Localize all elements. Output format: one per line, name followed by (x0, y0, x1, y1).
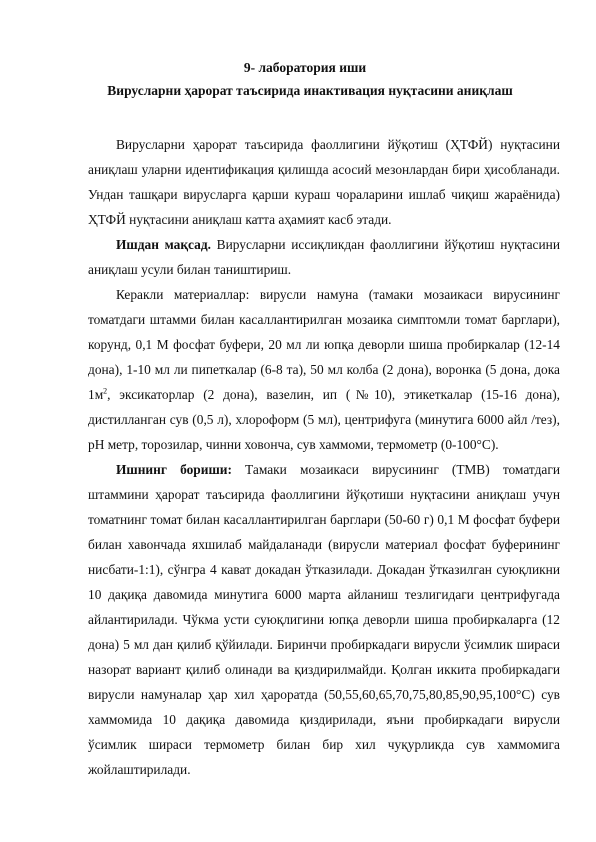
body-text (88, 132, 560, 782)
intro-paragraph: Вирусларни ҳарорат таъсирида фаоллигини йўқотиш (ҲТФЙ) нуқтасини аниқлаш уларни идентификация қилишда асосий мезонлардан бири ҳисобланади. Ундан ташқари вирусларга қарши кураш чораларини ишлаб чиқиш жараёнида) ҲТФЙ нуқтасини аниқлаш катта аҳамият касб этади. (88, 137, 560, 227)
topic-heading: Вирусларни ҳарорат таъсирида инактивация нуқтасини аниқлаш (107, 83, 513, 98)
goal-paragraph (88, 232, 560, 282)
procedure-label: Ишнинг бориши: (116, 462, 232, 477)
materials-text-part1: Керакли материаллар: вирусли намуна (тамаки мозаикаси вирусининг томатдаги штамми билан касаллантирилган мозаика симптомли томат барглари), корунд, 0,1 М фосфат буфери, 20 мл ли юпқа деворли шиша пробиркалар (12-14 дона), 1-10 мл ли пипеткалар (6-8 та), 50 мл колба (2 дона), воронка (5 дона, дока 1м (88, 287, 560, 402)
goal-label: Ишдан мақсад. (116, 237, 211, 252)
materials-paragraph (88, 282, 560, 457)
procedure-text: Тамаки мозаикаси вирусининг (ТМВ) томатдаги штаммини ҳарорат таъсирида фаоллигини йўқотиши нуқтасини аниқлаш учун томатнинг томат билан касаллантирилган барглари (50-60 г) 0,1 М фосфат буфери билан хавончада яхшилаб майдаланади (вирусли материал фосфат буферининг нисбати-1:1), сўнгра 4 кават докадан ўтказилади. Докадан ўтказилган суюқликни 10 дақиқа давомида минутига 6000 марта айланиш тезлигидаги центрифугада айлантирилади. Чўкма усти суюқлигини юпқа деворли шиша пробиркаларга (12 дона) 5 мл дан қилиб қўйилади. Биринчи пробиркадаги вирусли ўсимлик шираси назорат вариант қилиб олинади ва қиздирилмайди. Қолган иккита пробиркадаги вирусли намуналар ҳар хил ҳароратда (50,55,60,65,70,75,80,85,90,95,100°С) сув хаммомида 10 дақиқа давомида қиздирилади, яъни пробиркадаги вирусли ўсимлик шираси термометр билан бир хил чуқурликда сув хаммомига жойлаштирилади. (88, 462, 560, 777)
superscript-2: 2 (103, 386, 108, 396)
goal-text: Вирусларни иссиқликдан фаоллигини йўқотиш нуқтасини аниқлаш усули билан таништириш. (88, 237, 560, 277)
materials-text-part2: , эксикаторлар (2 дона), вазелин, ип (№10), этикеткалар (15-16 дона), дистилланган сув (0,5 л), хлороформ (5 мл), центрифуга (минутига 6000 айл /тез), рН метр, торозилар, чинни ховонча, сув хаммоми, термометр (0-100°С). (88, 387, 560, 452)
procedure-paragraph (88, 457, 560, 782)
lab-number-heading: 9- лаборатория иши (243, 60, 367, 75)
